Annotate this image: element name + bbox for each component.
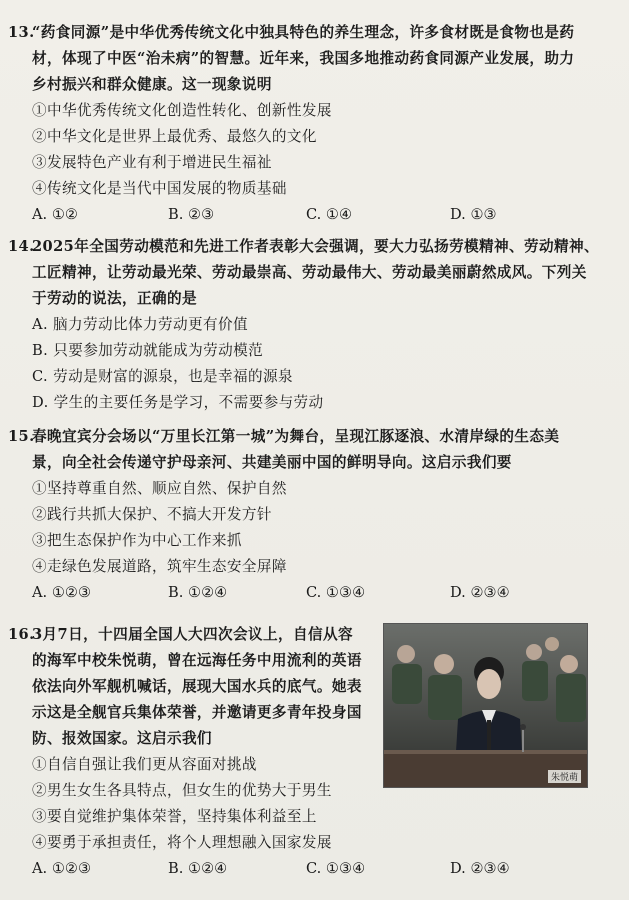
question-stem-line: 3月7日，十四届全国人大四次会议上，自信从容 bbox=[32, 626, 353, 643]
statement: ③把生态保护作为中心工作来抓 bbox=[32, 532, 242, 549]
statement: ④走绿色发展道路，筑牢生态安全屏障 bbox=[32, 558, 287, 575]
statement: ②男生女生各具特点，但女生的优势大于男生 bbox=[32, 782, 332, 799]
option-d[interactable]: D. ②③④ bbox=[450, 584, 510, 601]
options-row bbox=[8, 202, 618, 228]
question-number: 13. bbox=[8, 24, 35, 41]
question-13 bbox=[8, 20, 618, 228]
question-14 bbox=[8, 234, 618, 416]
options-row bbox=[8, 580, 618, 606]
option-d[interactable]: D. 学生的主要任务是学习，不需要参与劳动 bbox=[32, 394, 324, 411]
question-number: 16. bbox=[8, 626, 35, 643]
option-a[interactable]: A. 脑力劳动比体力劳动更有价值 bbox=[32, 316, 248, 333]
photo-caption: 朱悦萌 bbox=[548, 770, 581, 783]
option-b[interactable]: B. ①②④ bbox=[168, 860, 228, 877]
option-c[interactable]: C. ①④ bbox=[306, 206, 353, 223]
question-stem-line: 乡村振兴和群众健康。这一现象说明 bbox=[32, 76, 272, 93]
question-stem-line: “药食同源”是中华优秀传统文化中独具特色的养生理念，许多食材既是食物也是药 bbox=[32, 24, 575, 41]
question-number: 15. bbox=[8, 428, 35, 445]
option-a[interactable]: A. ①②③ bbox=[32, 860, 92, 877]
option-d[interactable]: D. ①③ bbox=[450, 206, 497, 223]
statement: ①坚持尊重自然、顺应自然、保护自然 bbox=[32, 480, 287, 497]
question-stem-line: 工匠精神，让劳动最光荣、劳动最崇高、劳动最伟大、劳动最美丽蔚然成风。下列关 bbox=[32, 264, 587, 281]
question-15 bbox=[8, 424, 618, 606]
question-stem-line: 材，体现了中医“治未病”的智慧。近年来，我国多地推动药食同源产业发展，助力 bbox=[32, 50, 575, 67]
statement: ①中华优秀传统文化创造性转化、创新性发展 bbox=[32, 102, 332, 119]
option-d[interactable]: D. ②③④ bbox=[450, 860, 510, 877]
question-stem-line: 示这是全舰官兵集体荣誉，并邀请更多青年投身国 bbox=[32, 704, 362, 721]
option-b[interactable]: B. ②③ bbox=[168, 206, 215, 223]
options-row bbox=[8, 856, 618, 882]
question-stem-line: 于劳动的说法，正确的是 bbox=[32, 290, 197, 307]
statement: ②中华文化是世界上最优秀、最悠久的文化 bbox=[32, 128, 317, 145]
option-b[interactable]: B. ①②④ bbox=[168, 584, 228, 601]
option-c[interactable]: C. ①③④ bbox=[306, 860, 366, 877]
option-c[interactable]: C. ①③④ bbox=[306, 584, 366, 601]
question-16-photo bbox=[383, 623, 588, 788]
option-b[interactable]: B. 只要参加劳动就能成为劳动模范 bbox=[32, 342, 264, 359]
photo-illustration bbox=[384, 624, 587, 787]
statement: ①自信自强让我们更从容面对挑战 bbox=[32, 756, 257, 773]
question-stem-line: 春晚宜宾分会场以“万里长江第一城”为舞台，呈现江豚逐浪、水清岸绿的生态美 bbox=[32, 428, 560, 445]
option-c[interactable]: C. 劳动是财富的源泉，也是幸福的源泉 bbox=[32, 368, 294, 385]
option-a[interactable]: A. ①② bbox=[32, 206, 78, 223]
question-stem-line: 依法向外军舰机喊话，展现大国水兵的底气。她表 bbox=[32, 678, 362, 695]
question-stem-line: 景，向全社会传递守护母亲河、共建美丽中国的鲜明导向。这启示我们要 bbox=[32, 454, 512, 471]
option-a[interactable]: A. ①②③ bbox=[32, 584, 92, 601]
question-stem-line: 防、报效国家。这启示我们 bbox=[32, 730, 212, 747]
question-stem-line: 的海军中校朱悦萌，曾在远海任务中用流利的英语 bbox=[32, 652, 362, 669]
question-number: 14. bbox=[8, 238, 35, 255]
statement: ③要自觉维护集体荣誉，坚持集体利益至上 bbox=[32, 808, 317, 825]
statement: ②践行共抓大保护、不搞大开发方针 bbox=[32, 506, 272, 523]
statement: ④要勇于承担责任，将个人理想融入国家发展 bbox=[32, 834, 332, 851]
statement: ③发展特色产业有利于增进民生福祉 bbox=[32, 154, 272, 171]
question-stem-line: 2025年全国劳动模范和先进工作者表彰大会强调，要大力弘扬劳模精神、劳动精神、 bbox=[32, 238, 600, 255]
statement: ④传统文化是当代中国发展的物质基础 bbox=[32, 180, 287, 197]
